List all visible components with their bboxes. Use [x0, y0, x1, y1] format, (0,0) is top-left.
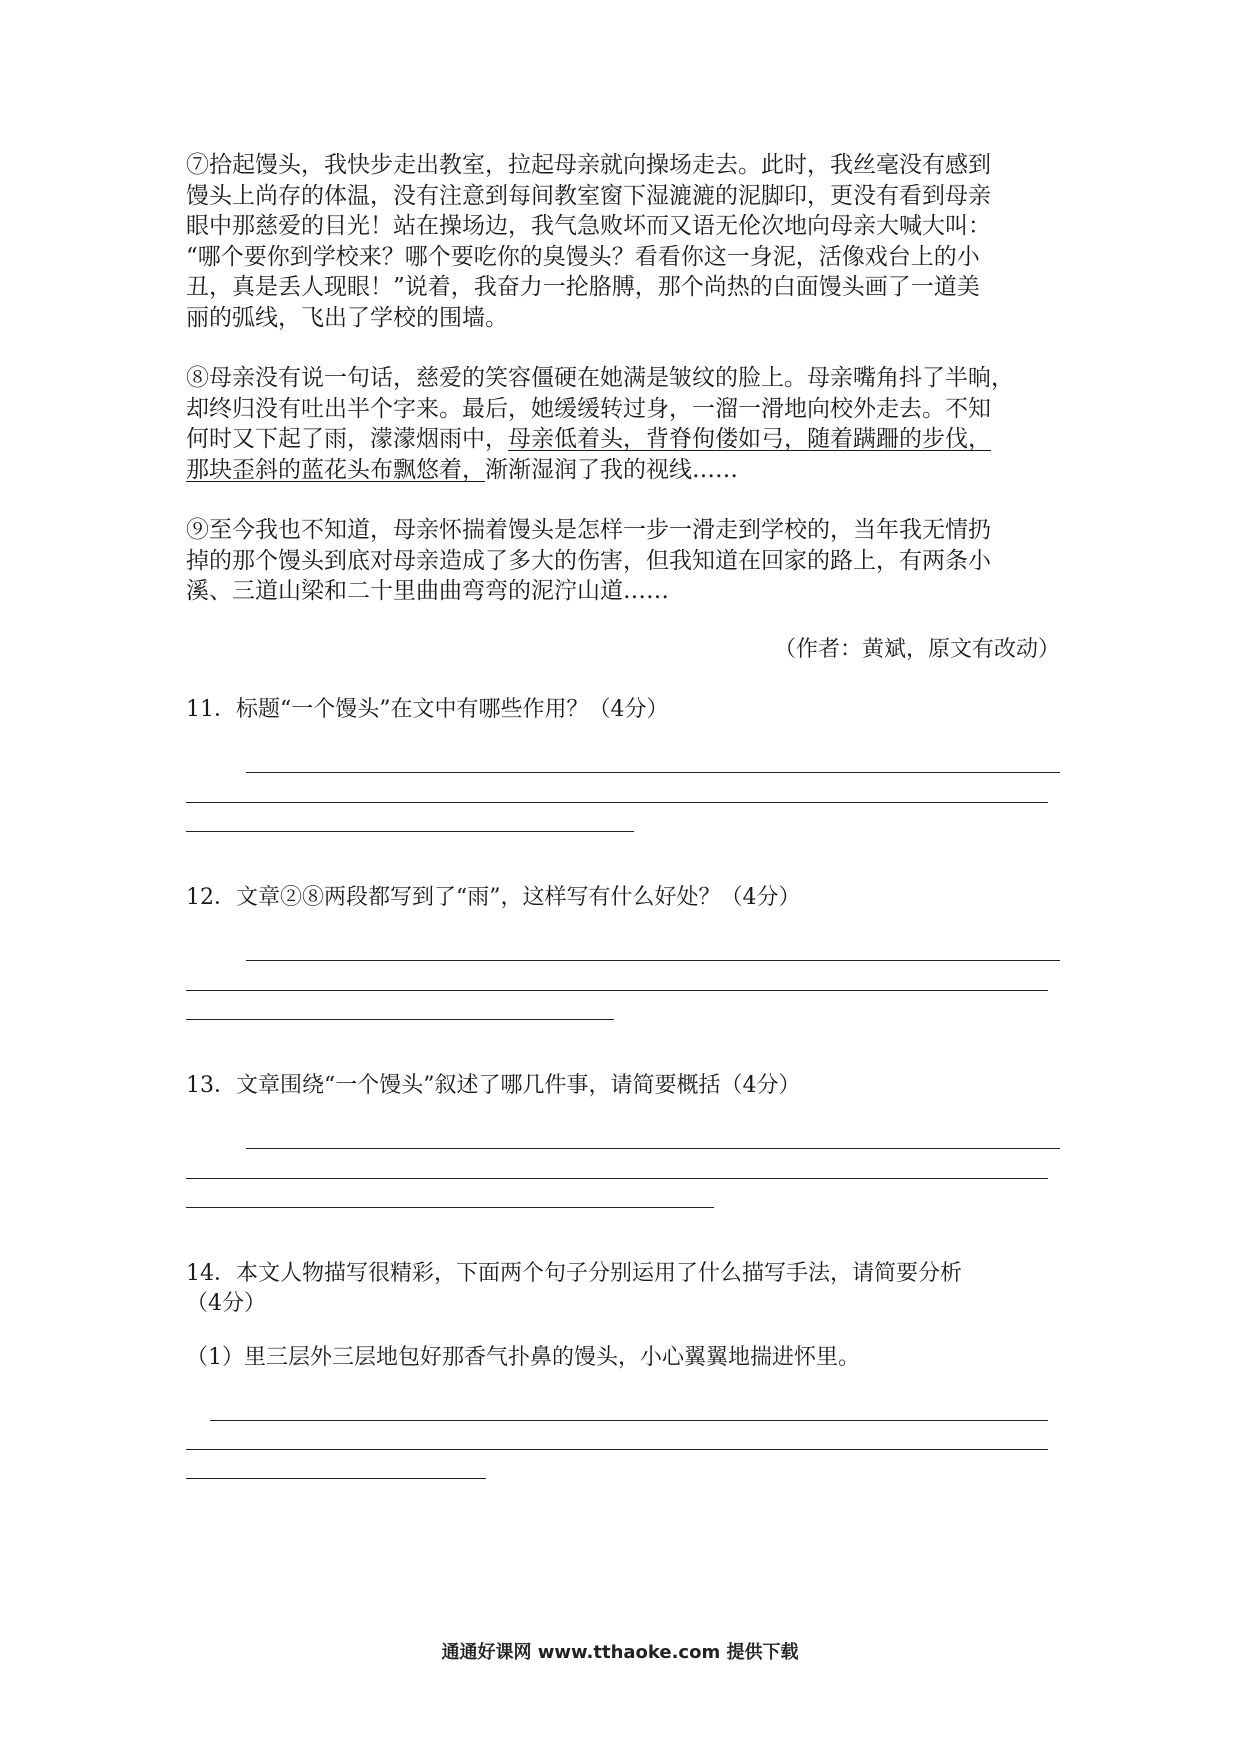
- answer-line: [210, 1420, 1048, 1421]
- answer-area-11[interactable]: [186, 725, 1060, 875]
- footer-watermark: 通通好课网 www.tthaoke.com 提供下载: [441, 1642, 799, 1663]
- answer-line: [246, 772, 1060, 773]
- question-14-sub-1: （1）里三层外三层地包好那香气扑鼻的馒头，小心翼翼地揣进怀里。: [186, 1344, 860, 1370]
- text-line: “哪个要你到学校来？哪个要吃你的臭馒头？看看你这一身泥，活像戏台上的小: [186, 243, 980, 270]
- paragraph-7: [186, 150, 1060, 333]
- answer-line: [246, 1148, 1060, 1149]
- underlined-sentence: 那块歪斜的蓝花头布飘悠着，: [186, 456, 485, 483]
- answer-line: [186, 1178, 1048, 1179]
- text-line: 溪、三道山梁和二十里曲曲弯弯的泥泞山道……: [186, 578, 669, 604]
- plain-text: 何时又下起了雨，濛濛烟雨中，: [186, 426, 508, 452]
- text-line: 馒头上尚存的体温，没有注意到每间教室窗下湿漉漉的泥脚印，更没有看到母亲: [186, 182, 991, 209]
- answer-line: [186, 802, 1048, 803]
- text-line: [186, 424, 1060, 455]
- question-14-line: 14．本文人物描写很精彩，下面两个句子分别运用了什么描写手法，请简要分析: [186, 1260, 962, 1286]
- text-line: ⑦拾起馒头，我快步走出教室，拉起母亲就向操场走去。此时，我丝毫没有感到: [186, 152, 991, 178]
- source-attribution: （作者：黄斌，原文有改动）: [773, 636, 1060, 662]
- paragraph-9: [186, 515, 1060, 607]
- answer-line: [186, 1207, 714, 1208]
- document-page: [186, 150, 1060, 1523]
- text-line: ⑧母亲没有说一句话，慈爱的笑容僵硬在她满是皱纹的脸上。母亲嘴角抖了半晌，: [186, 365, 1014, 391]
- answer-line: [186, 1449, 1048, 1450]
- answer-line: [246, 960, 1060, 961]
- answer-line: [186, 831, 634, 832]
- answer-line: [186, 1019, 614, 1020]
- text-line: [186, 455, 1060, 486]
- text-line: 眼中那慈爱的目光！站在操场边，我气急败坏而又语无伦次地向母亲大喊大叫：: [186, 213, 991, 239]
- text-line: 掉的那个馒头到底对母亲造成了多大的伤害，但我知道在回家的路上，有两条小: [186, 547, 991, 574]
- answer-area-13[interactable]: [186, 1101, 1060, 1251]
- question-12: 12．文章②⑧两段都写到了“雨”，这样写有什么好处？（4分）: [186, 884, 801, 910]
- underlined-sentence: 母亲低着头，背脊佝偻如弓，随着蹒跚的步伐，: [508, 426, 991, 452]
- text-line: ⑨至今我也不知道，母亲怀揣着馒头是怎样一步一滑走到学校的，当年我无情扔: [186, 517, 991, 543]
- question-11: 11．标题“一个馒头”在文中有哪些作用？（4分）: [186, 696, 669, 722]
- text-line: 却终归没有吐出半个字来。最后，她缓缓转过身，一溜一滑地向校外走去。不知: [186, 395, 991, 422]
- answer-line: [186, 990, 1048, 991]
- question-13: 13．文章围绕“一个馒头”叙述了哪几件事，请简要概括（4分）: [186, 1072, 801, 1098]
- question-14-line: （4分）: [186, 1290, 266, 1316]
- text-line: 丽的弧线，飞出了学校的围墙。: [186, 304, 508, 331]
- answer-area-14-1[interactable]: [186, 1373, 1060, 1523]
- question-14: [186, 1259, 1060, 1319]
- answer-area-12[interactable]: [186, 913, 1060, 1063]
- paragraph-8: [186, 363, 1060, 485]
- plain-text: 渐渐湿润了我的视线……: [485, 456, 738, 483]
- answer-line: [186, 1478, 486, 1479]
- text-line: 丑，真是丢人现眼！”说着，我奋力一抡胳膊，那个尚热的白面馒头画了一道美: [186, 274, 980, 300]
